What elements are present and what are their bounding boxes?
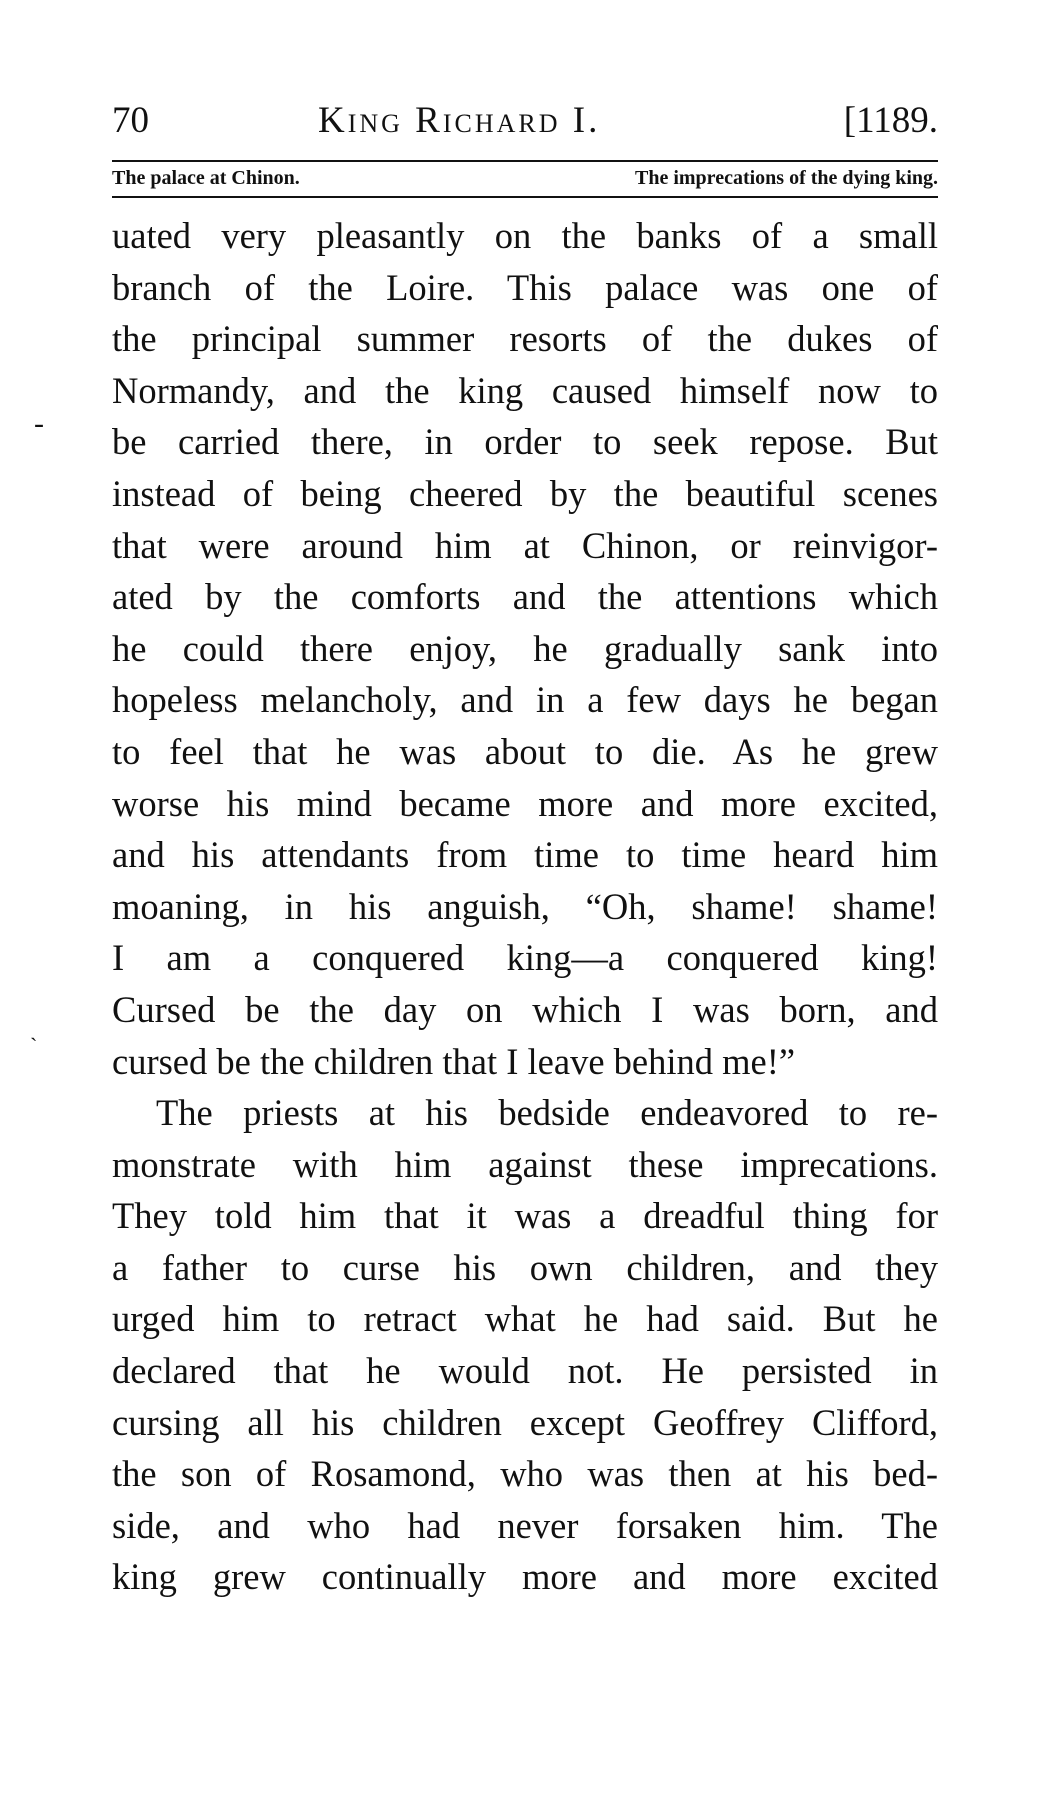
- subheading-right: The imprecations of the dying king.: [635, 167, 938, 189]
- text-line: branch of the Loire. This palace was one of: [112, 266, 938, 308]
- running-head: [112, 96, 938, 146]
- text-line: hopeless melancholy, and in a few days he began: [112, 679, 938, 721]
- text-line: cursed be the children that I leave behind me!”: [112, 1040, 796, 1082]
- text-line: moaning, in his anguish, “Oh, shame! shame!: [112, 885, 938, 927]
- text-line: monstrate with him against these imprecations.: [112, 1143, 938, 1185]
- text-line: a father to curse his own children, and they: [112, 1246, 938, 1288]
- text-line: the principal summer resorts of the dukes of: [112, 318, 938, 360]
- book-title: King Richard I.: [318, 100, 601, 141]
- margin-dash-mark: -: [34, 407, 44, 440]
- text-line: They told him that it was a dreadful thing for: [112, 1195, 938, 1237]
- paragraph-priests: [112, 1087, 938, 1603]
- text-line: cursing all his children except Geoffrey Clifford,: [112, 1401, 938, 1443]
- page-number: 70: [112, 100, 149, 141]
- text-line: be carried there, in order to seek repose. But: [112, 421, 938, 463]
- text-line: The priests at his bedside endeavored to re-: [156, 1092, 938, 1134]
- text-line: and his attendants from time to time heard him: [112, 834, 938, 876]
- text-line: he could there enjoy, he gradually sank into: [112, 627, 938, 669]
- text-line: king grew continually more and more excited: [112, 1556, 938, 1598]
- subheading-rule: [112, 196, 938, 198]
- text-line: side, and who had never forsaken him. The: [112, 1504, 938, 1546]
- book-page: [112, 96, 938, 1603]
- margin-tick-mark: `: [30, 1033, 38, 1058]
- text-line: I am a conquered king—a conquered king!: [112, 937, 938, 979]
- text-line: Cursed be the day on which I was born, and: [112, 988, 938, 1030]
- text-line: uated very pleasantly on the banks of a small: [112, 215, 938, 256]
- text-line: the son of Rosamond, who was then at his bed-: [112, 1453, 938, 1495]
- page-subheading: [112, 162, 938, 194]
- text-line: instead of being cheered by the beautiful scenes: [112, 472, 938, 514]
- text-line: to feel that he was about to die. As he grew: [112, 730, 938, 772]
- year-marker: [1189.: [843, 100, 938, 141]
- text-line: worse his mind became more and more excited,: [112, 782, 938, 824]
- paragraph-continuation: [112, 210, 938, 1087]
- text-line: ated by the comforts and the attentions which: [112, 576, 938, 618]
- text-line: Normandy, and the king caused himself now to: [112, 369, 938, 411]
- subheading-left: The palace at Chinon.: [112, 167, 300, 189]
- text-line: urged him to retract what he had said. But he: [112, 1298, 938, 1340]
- text-line: that were around him at Chinon, or reinvigor-: [112, 524, 938, 566]
- body-text: [112, 210, 938, 1603]
- text-line: declared that he would not. He persisted in: [112, 1350, 938, 1392]
